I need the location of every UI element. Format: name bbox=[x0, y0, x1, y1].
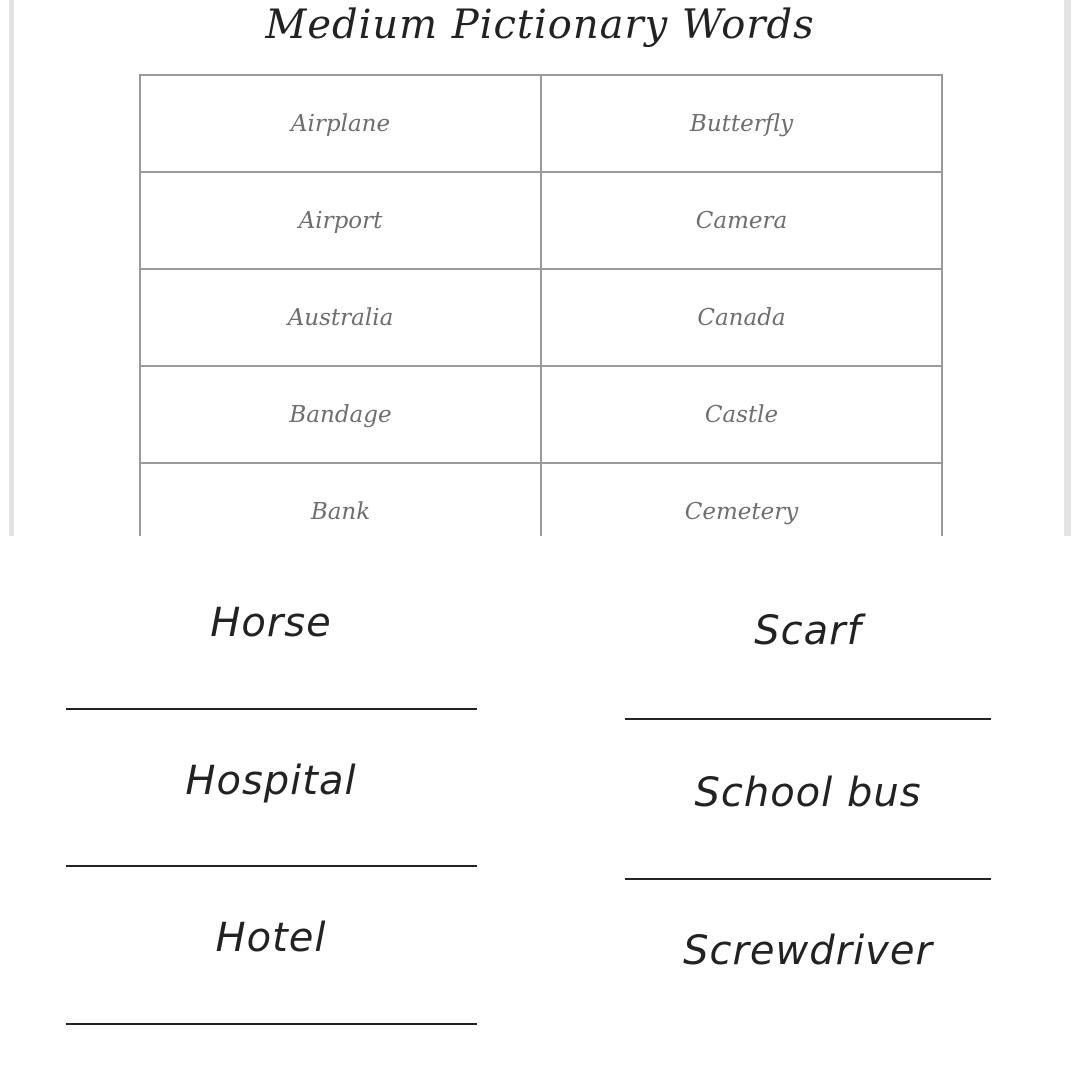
table-row bbox=[140, 172, 942, 269]
card-word-right: Scarf bbox=[754, 608, 862, 654]
table-cell: Camera bbox=[541, 172, 942, 269]
card-word-right: School bus bbox=[694, 770, 922, 816]
card-word-left: Hospital bbox=[185, 758, 357, 804]
worksheet-preview bbox=[0, 0, 1080, 536]
table-cell: Airplane bbox=[140, 75, 541, 172]
table-cell: Australia bbox=[140, 269, 541, 366]
page-edge-right bbox=[1064, 0, 1071, 536]
table-row bbox=[140, 75, 942, 172]
table-cell: Bank bbox=[140, 463, 541, 536]
card-divider bbox=[625, 718, 991, 720]
table-cell: Bandage bbox=[140, 366, 541, 463]
worksheet-title: Medium Pictionary Words bbox=[265, 2, 815, 48]
card-divider bbox=[625, 878, 991, 880]
card-word-left: Horse bbox=[210, 600, 332, 646]
card-divider bbox=[66, 1023, 477, 1025]
table-row bbox=[140, 463, 942, 536]
table-cell: Airport bbox=[140, 172, 541, 269]
card-divider bbox=[66, 708, 477, 710]
card-word-left: Hotel bbox=[215, 915, 327, 961]
table-cell: Cemetery bbox=[541, 463, 942, 536]
table-row bbox=[140, 366, 942, 463]
table-cell: Canada bbox=[541, 269, 942, 366]
card-word-right: Screwdriver bbox=[683, 928, 933, 974]
table-row bbox=[140, 269, 942, 366]
page-edge-left bbox=[9, 0, 14, 536]
table-cell: Castle bbox=[541, 366, 942, 463]
table-cell: Butterfly bbox=[541, 75, 942, 172]
word-table bbox=[139, 74, 943, 536]
card-divider bbox=[66, 865, 477, 867]
